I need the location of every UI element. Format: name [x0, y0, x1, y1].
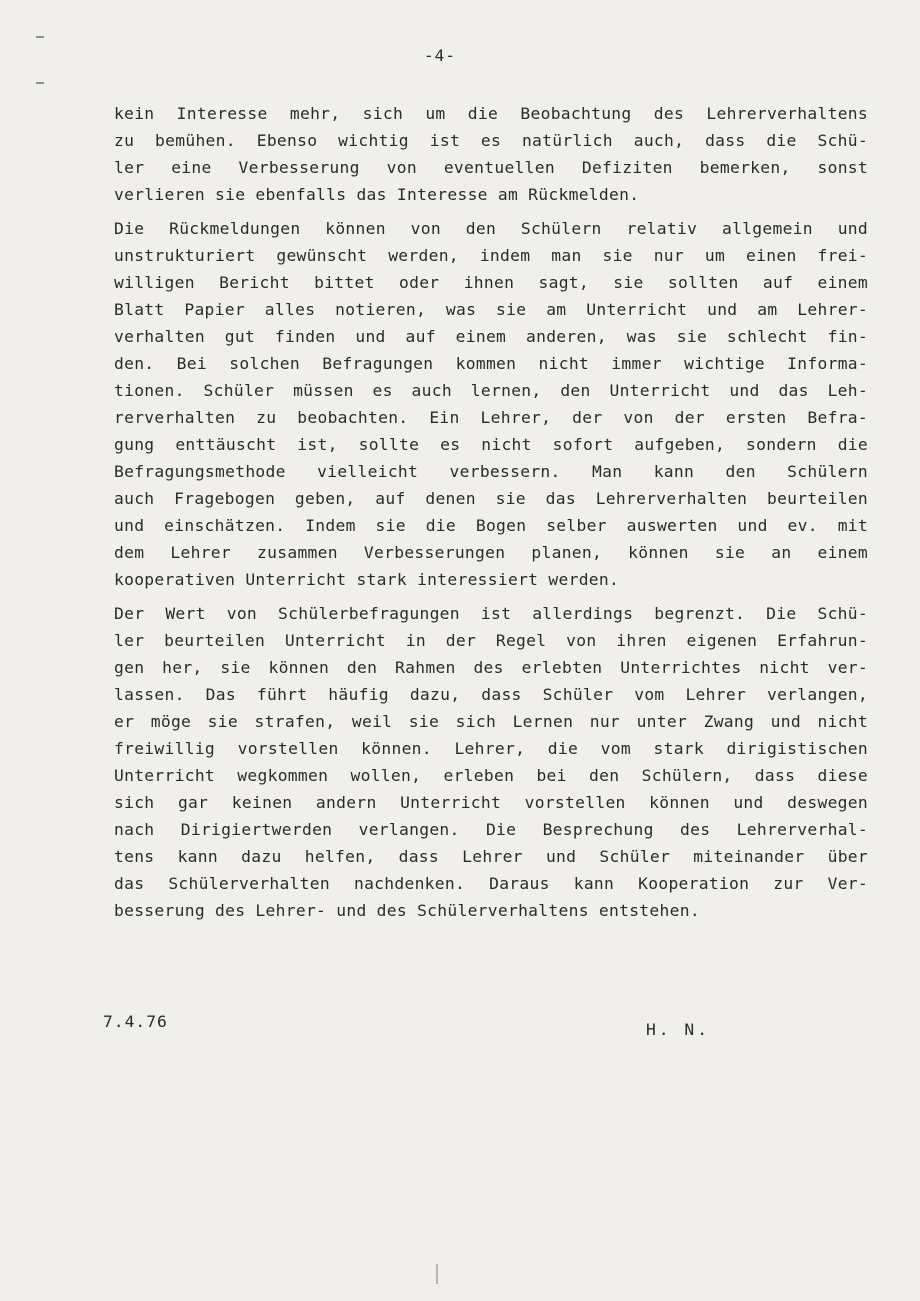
- text-line: Der Wert von Schülerbefragungen ist allerdings begrenzt. Die Schü-: [114, 604, 868, 623]
- margin-tick-mark: [36, 36, 44, 38]
- text-line: ler beurteilen Unterricht in der Regel von ihren eigenen Erfahrun-: [114, 631, 868, 650]
- document-date: 7.4.76: [103, 1012, 168, 1031]
- author-initials: H. N.: [646, 1020, 711, 1039]
- text-line: unstrukturiert gewünscht werden, indem man sie nur um einen frei-: [114, 246, 868, 265]
- text-line: willigen Bericht bittet oder ihnen sagt, sie sollten auf einem: [114, 273, 868, 292]
- text-line: Blatt Papier alles notieren, was sie am Unterricht und am Lehrer-: [114, 300, 868, 319]
- text-line: sich gar keinen andern Unterricht vorstellen können und deswegen: [114, 793, 868, 812]
- text-line: Unterricht wegkommen wollen, erleben bei den Schülern, dass diese: [114, 766, 868, 785]
- margin-tick-mark: [36, 82, 44, 84]
- page-number: -4-: [424, 46, 456, 65]
- text-line: zu bemühen. Ebenso wichtig ist es natürlich auch, dass die Schü-: [114, 131, 868, 150]
- text-line: dem Lehrer zusammen Verbesserungen planen, können sie an einem: [114, 543, 868, 562]
- text-line: rerverhalten zu beobachten. Ein Lehrer, der von der ersten Befra-: [114, 408, 868, 427]
- text-line: verlieren sie ebenfalls das Interesse am Rückmelden.: [114, 185, 640, 204]
- text-line: kein Interesse mehr, sich um die Beobachtung des Lehrerverhaltens: [114, 104, 868, 123]
- text-line: tens kann dazu helfen, dass Lehrer und Schüler miteinander über: [114, 847, 868, 866]
- text-line: nach Dirigiertwerden verlangen. Die Besprechung des Lehrerverhal-: [114, 820, 868, 839]
- paragraph-1: [114, 100, 868, 208]
- text-line: kooperativen Unterricht stark interessiert werden.: [114, 570, 620, 589]
- bottom-crease-mark: [436, 1264, 438, 1284]
- text-line: verhalten gut finden und auf einem anderen, was sie schlecht fin-: [114, 327, 868, 346]
- text-line: tionen. Schüler müssen es auch lernen, den Unterricht und das Leh-: [114, 381, 868, 400]
- text-line: ler eine Verbesserung von eventuellen Defiziten bemerken, sonst: [114, 158, 868, 177]
- text-line: und einschätzen. Indem sie die Bogen selber auswerten und ev. mit: [114, 516, 868, 535]
- text-line: freiwillig vorstellen können. Lehrer, die vom stark dirigistischen: [114, 739, 868, 758]
- text-line: besserung des Lehrer- und des Schülerverhaltens entstehen.: [114, 901, 700, 920]
- text-line: das Schülerverhalten nachdenken. Daraus kann Kooperation zur Ver-: [114, 874, 868, 893]
- text-line: auch Fragebogen geben, auf denen sie das Lehrerverhalten beurteilen: [114, 489, 868, 508]
- text-line: er möge sie strafen, weil sie sich Lernen nur unter Zwang und nicht: [114, 712, 868, 731]
- body-text: [114, 100, 868, 931]
- text-line: gung enttäuscht ist, sollte es nicht sofort aufgeben, sondern die: [114, 435, 868, 454]
- text-line: gen her, sie können den Rahmen des erlebten Unterrichtes nicht ver-: [114, 658, 868, 677]
- text-line: den. Bei solchen Befragungen kommen nicht immer wichtige Informa-: [114, 354, 868, 373]
- paragraph-3: [114, 600, 868, 924]
- paragraph-2: [114, 215, 868, 593]
- text-line: Die Rückmeldungen können von den Schülern relativ allgemein und: [114, 219, 868, 238]
- text-line: Befragungsmethode vielleicht verbessern. Man kann den Schülern: [114, 462, 868, 481]
- text-line: lassen. Das führt häufig dazu, dass Schüler vom Lehrer verlangen,: [114, 685, 868, 704]
